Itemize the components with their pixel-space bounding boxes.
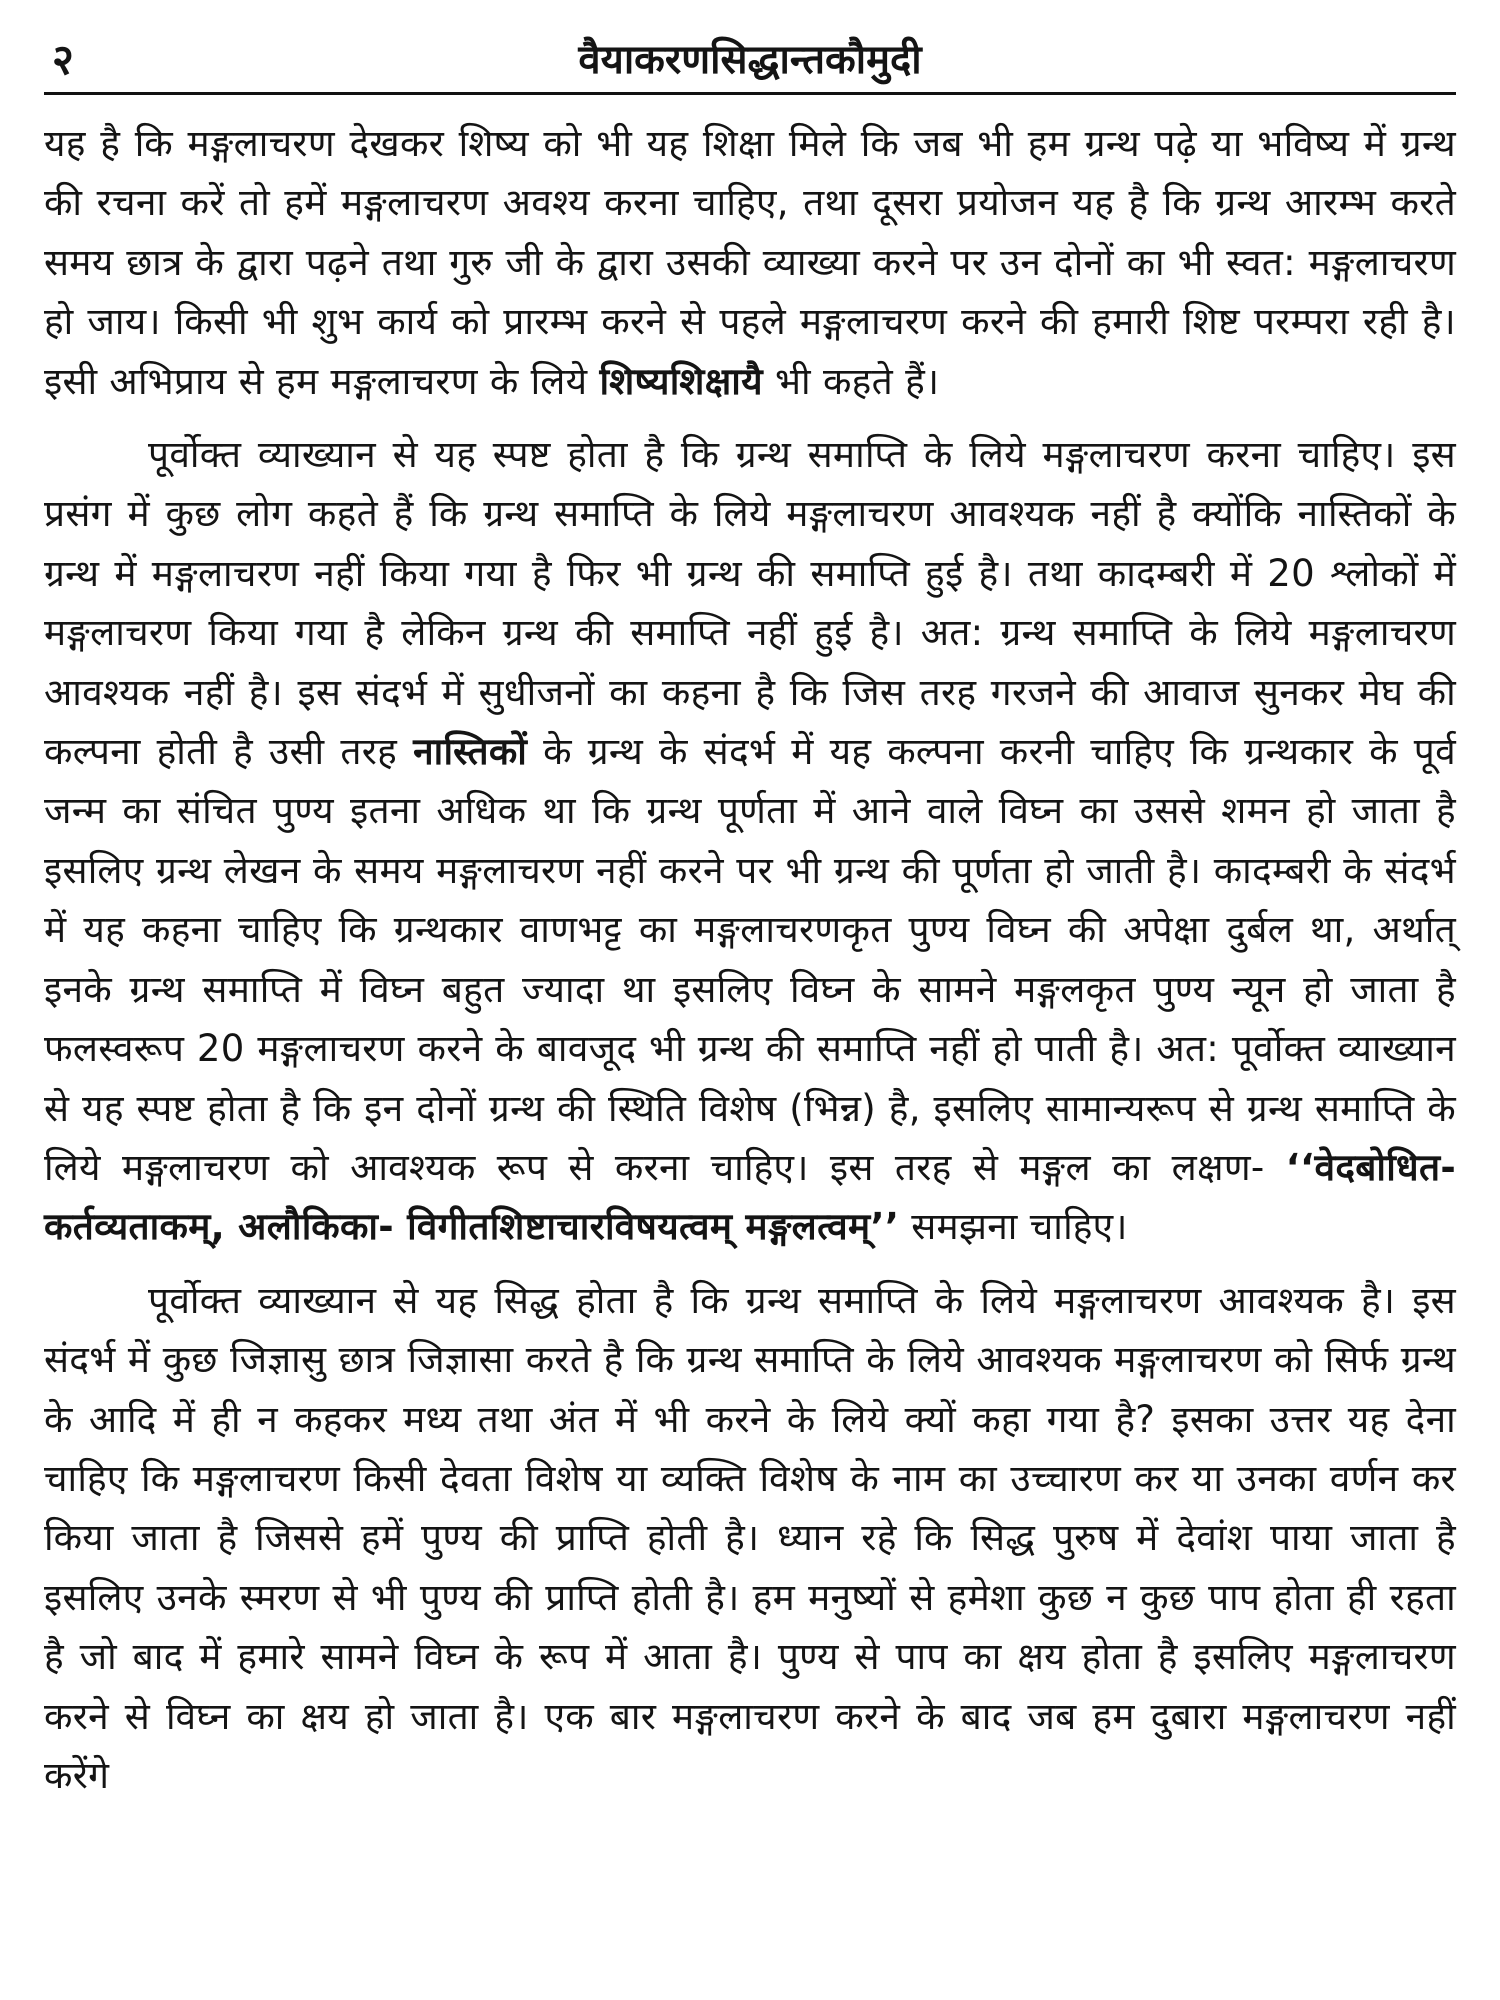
body-text [44,114,1456,1819]
text-segment: पूर्वोक्त व्याख्यान से यह सिद्ध होता है कि ग्रन्थ समाप्ति के लिये मङ्गलाचरण आवश्यक है। इस संदर्भ में कुछ जिज्ञासु छात्र जिज्ञासा करते है कि ग्रन्थ समाप्ति के लिये आवश्यक मङ्गलाचरण को सिर्फ ग्रन्थ के आदि में ही न कहकर मध्य तथा अंत में भी करने के लिये क्यों कहा गया है? इसका उत्तर यह देना चाहिए कि मङ्गलाचरण किसी देवता विशेष या व्यक्ति विशेष के नाम का उच्चारण कर या उनका वर्णन कर किया जाता है जिससे हमें पुण्य की प्राप्ति होती है। ध्यान रहे कि सिद्ध पुरुष में देवांश पाया जाता है इसलिए उनके स्मरण से भी पुण्य की प्राप्ति होती है। हम मनुष्यों से हमेशा कुछ न कुछ पाप होता ही रहता है जो बाद में हमारे सामने विघ्न के रूप में आता है। पुण्य से पाप का क्षय होता है इसलिए मङ्गलाचरण करने से विघ्न का क्षय हो जाता है। एक बार मङ्गलाचरण करने के बाद जब हम दुबारा मङ्गलाचरण नहीं करेंगे [44,1278,1456,1797]
page-header [44,30,1456,92]
header-rule [44,92,1456,95]
bold-term: शिष्यशिक्षायै [599,359,763,403]
paragraph-3 [44,1271,1456,1806]
paragraph-2 [44,425,1456,1257]
text-segment: पूर्वोक्त व्याख्यान से यह स्पष्ट होता है कि ग्रन्थ समाप्ति के लिये मङ्गलाचरण करना चाहिए। इस प्रसंग में कुछ लोग कहते हैं कि ग्रन्थ समाप्ति के लिये मङ्गलाचरण आवश्यक नहीं है क्योंकि नास्तिकों के ग्रन्थ में मङ्गलाचरण नहीं किया गया है फिर भी ग्रन्थ की समाप्ति हुई है। तथा कादम्बरी में 20 श्लोकों में मङ्गलाचरण किया गया है लेकिन ग्रन्थ की समाप्ति नहीं हुई है। अत: ग्रन्थ समाप्ति के लिये मङ्गलाचरण आवश्यक नहीं है। इस संदर्भ में सुधीजनों का कहना है कि जिस तरह गरजने की आवाज सुनकर मेघ की कल्पना होती है उसी तरह [44,433,1457,774]
text-segment: यह है कि मङ्गलाचरण देखकर शिष्य को भी यह शिक्षा मिले कि जब भी हम ग्रन्थ पढ़े या भविष्य में ग्रन्थ की रचना करें तो हमें मङ्गलाचरण अवश्य करना चाहिए, तथा दूसरा प्रयोजन यह है कि ग्रन्थ आरम्भ करते समय छात्र के द्वारा पढ़ने तथा गुरु जी के द्वारा उसकी व्याख्या करने पर उन दोनों का भी स्वत: मङ्गलाचरण हो जाय। किसी भी शुभ कार्य को प्रारम्भ करने से पहले मङ्गलाचरण करने की हमारी शिष्ट परम्परा रही है। इसी अभिप्राय से हम मङ्गलाचरण के लिये [44,122,1456,403]
paragraph-1 [44,114,1456,411]
bold-term: नास्तिकों [413,730,528,774]
bold-definition: ‘‘वेदबोधित- कर्तव्यताकम्, अलौकिका- विगीतशिष्टाचारविषयत्वम् मङ्गलत्वम्’’ [44,1145,1456,1249]
text-segment: समझना चाहिए। [899,1205,1128,1249]
page-number: २ [52,35,74,84]
book-page [44,30,1456,1980]
running-title: वैयाकरणसिद्धान्तकौमुदी [578,37,922,83]
text-segment: भी कहते हैं। [762,359,940,403]
text-segment: के ग्रन्थ के संदर्भ में यह कल्पना करनी चाहिए कि ग्रन्थकार के पूर्व जन्म का संचित पुण्य इतना अधिक था कि ग्रन्थ पूर्णता में आने वाले विघ्न का उससे शमन हो जाता है इसलिए ग्रन्थ लेखन के समय मङ्गलाचरण नहीं करने पर भी ग्रन्थ की पूर्णता हो जाती है। कादम्बरी के संदर्भ में यह कहना चाहिए कि ग्रन्थकार वाणभट्ट का मङ्गलाचरणकृत पुण्य विघ्न की अपेक्षा दुर्बल था, अर्थात् इनके ग्रन्थ समाप्ति में विघ्न बहुत ज्यादा था इसलिए विघ्न के सामने मङ्गलकृत पुण्य न्यून हो जाता है फलस्वरूप 20 मङ्गलाचरण करने के बावजूद भी ग्रन्थ की समाप्ति नहीं हो पाती है। अत: पूर्वोक्त व्याख्यान से यह स्पष्ट होता है कि इन दोनों ग्रन्थ की स्थिति विशेष (भिन्न) है, इसलिए सामान्यरूप से ग्रन्थ समाप्ति के लिये मङ्गलाचरण को आवश्यक रूप से करना चाहिए। इस तरह से मङ्गल का लक्षण- [44,730,1456,1189]
